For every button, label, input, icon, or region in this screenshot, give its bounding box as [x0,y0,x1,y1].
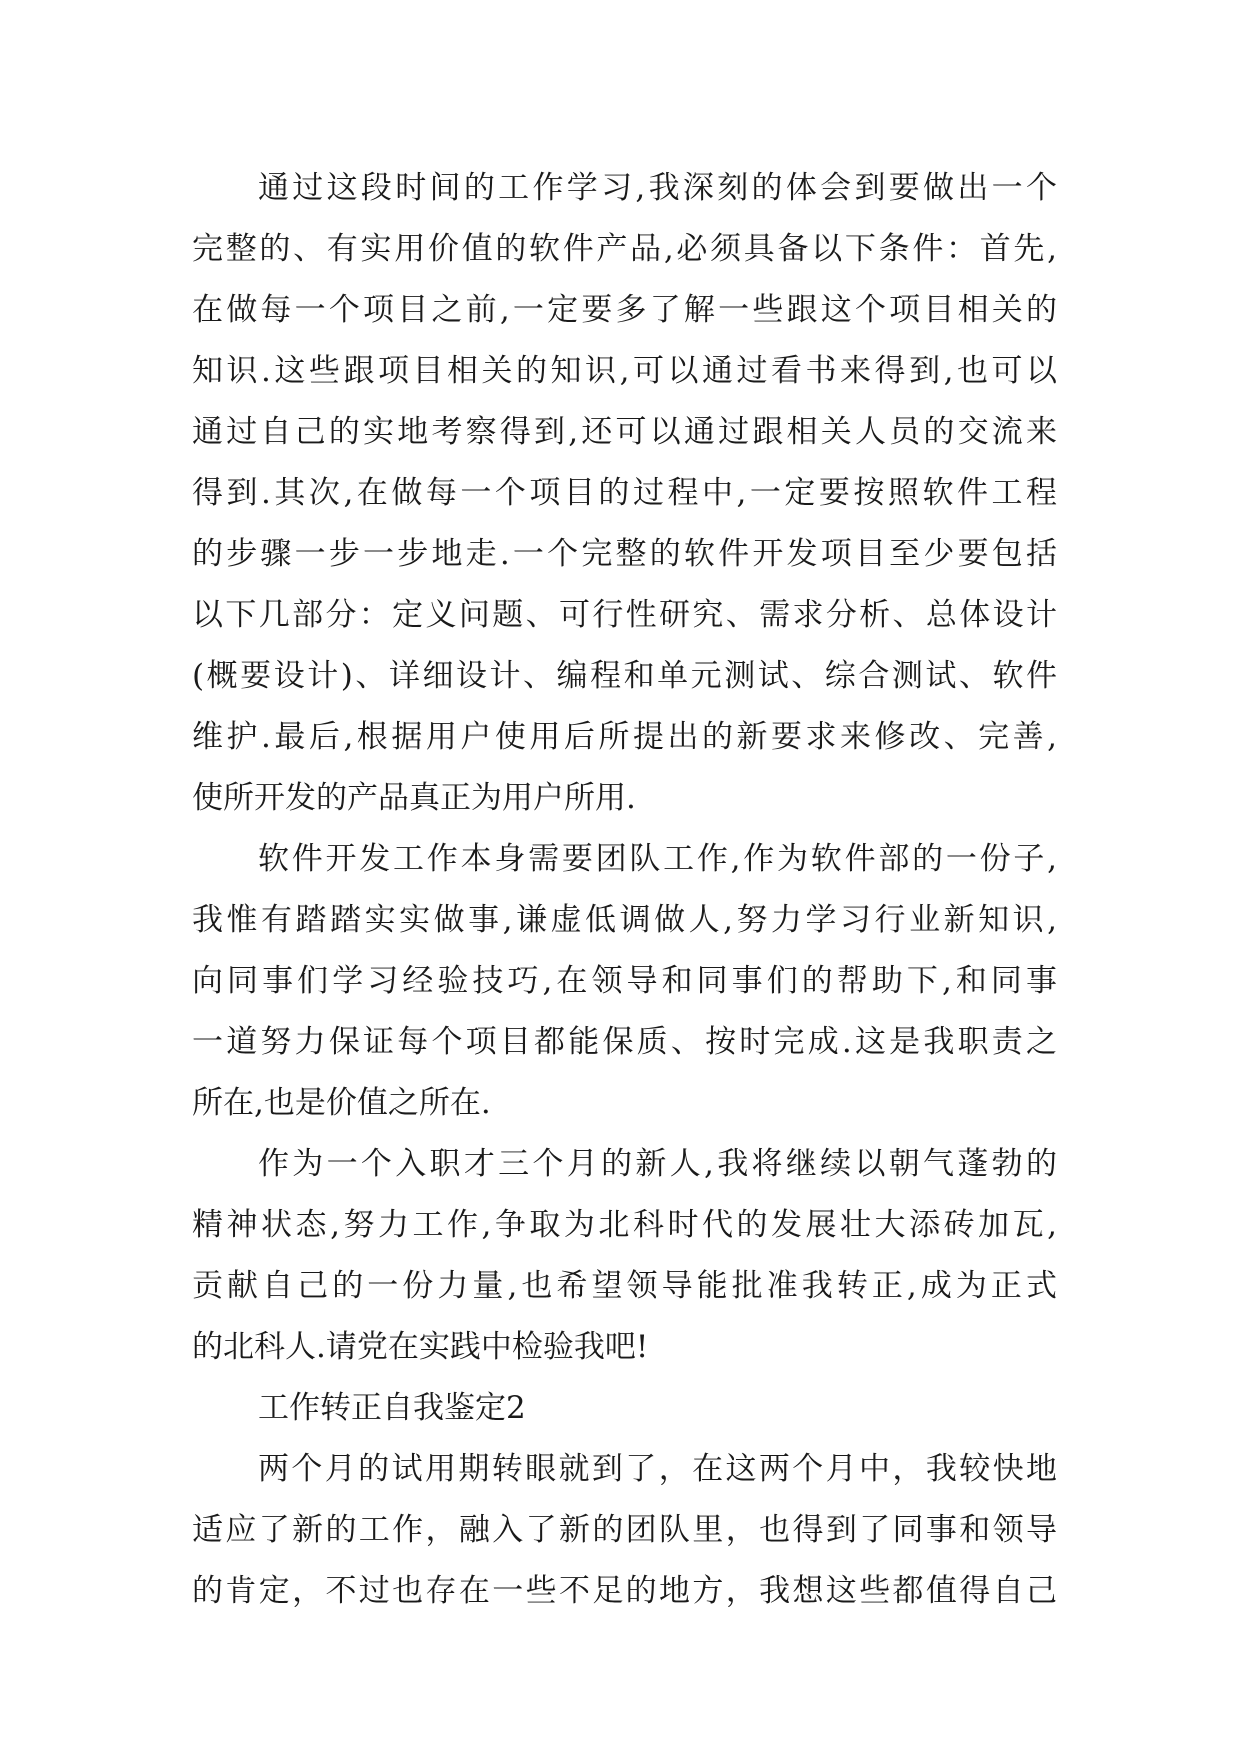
paragraph-1-line-2: 完整的、有实用价值的软件产品,必须具备以下条件：首先, [192,231,1057,267]
paragraph-5-line-3: 的肯定，不过也存在一些不足的地方，我想这些都值得自己 [192,1573,1057,1609]
paragraph-2-line-1: 软件开发工作本身需要团队工作,作为软件部的一份子, [258,841,1057,877]
section-heading: 工作转正自我鉴定2 [258,1390,526,1426]
paragraph-1-line-8: 以下几部分：定义问题、可行性研究、需求分析、总体设计 [192,597,1057,633]
paragraph-5-line-2: 适应了新的工作，融入了新的团队里，也得到了同事和领导 [192,1512,1057,1548]
paragraph-1-line-11: 使所开发的产品真正为用户所用. [192,780,636,816]
paragraph-1-line-9: (概要设计)、详细设计、编程和单元测试、综合测试、软件 [192,658,1057,694]
paragraph-1-line-5: 通过自己的实地考察得到,还可以通过跟相关人员的交流来 [192,414,1057,450]
paragraph-1-line-4: 知识.这些跟项目相关的知识,可以通过看书来得到,也可以 [192,353,1057,389]
document-body [192,158,1057,1622]
paragraph-3-line-1: 作为一个入职才三个月的新人,我将继续以朝气蓬勃的 [258,1146,1057,1182]
paragraph-1-line-1: 通过这段时间的工作学习,我深刻的体会到要做出一个 [258,170,1057,206]
paragraph-1-line-10: 维护.最后,根据用户使用后所提出的新要求来修改、完善, [192,719,1057,755]
paragraph-2-line-2: 我惟有踏踏实实做事,谦虚低调做人,努力学习行业新知识, [192,902,1057,938]
paragraph-1-line-6: 得到.其次,在做每一个项目的过程中,一定要按照软件工程 [192,475,1057,511]
paragraph-1-line-7: 的步骤一步一步地走.一个完整的软件开发项目至少要包括 [192,536,1057,572]
paragraph-3-line-2: 精神状态,努力工作,争取为北科时代的发展壮大添砖加瓦, [192,1207,1057,1243]
paragraph-5-line-1: 两个月的试用期转眼就到了，在这两个月中，我较快地 [258,1451,1057,1487]
paragraph-2-line-4: 一道努力保证每个项目都能保质、按时完成.这是我职责之 [192,1024,1057,1060]
paragraph-1-line-3: 在做每一个项目之前,一定要多了解一些跟这个项目相关的 [192,292,1057,328]
paragraph-2-line-5: 所在,也是价值之所在. [192,1085,491,1121]
paragraph-3-line-3: 贡献自己的一份力量,也希望领导能批准我转正,成为正式 [192,1268,1057,1304]
paragraph-3-line-4: 的北科人.请党在实践中检验我吧! [192,1329,649,1365]
paragraph-2-line-3: 向同事们学习经验技巧,在领导和同事们的帮助下,和同事 [192,963,1057,999]
